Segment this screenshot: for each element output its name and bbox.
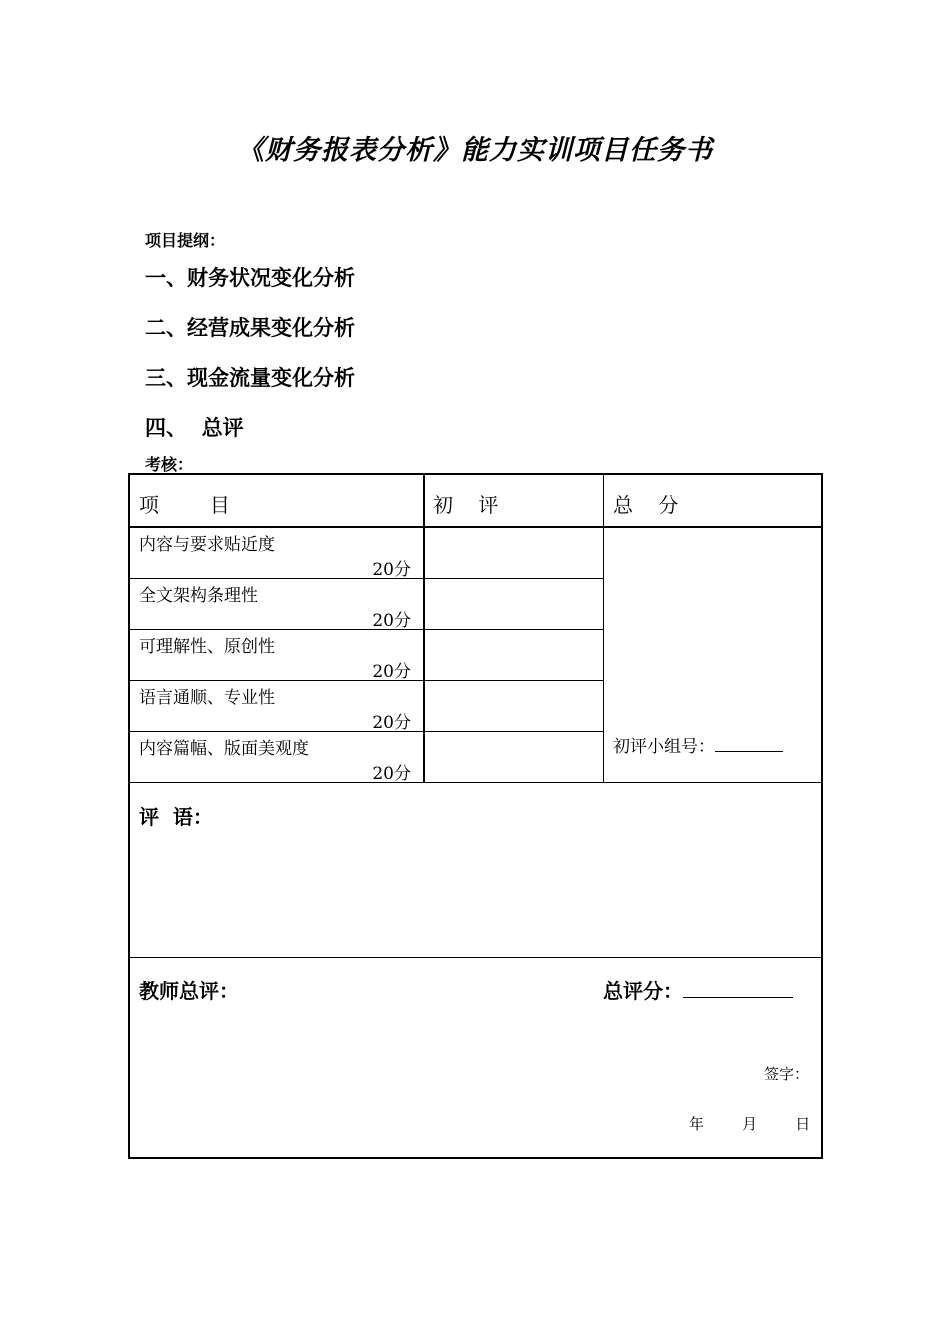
table-line [130,782,821,783]
criterion-name: 内容与要求贴近度 [139,535,275,555]
criterion-score: 20分 [372,764,411,784]
comments-label: 评 语： [139,805,213,829]
table-line [603,475,604,783]
group-number-blank [715,737,783,752]
criterion-score: 20分 [372,611,411,631]
table-line [130,578,603,579]
outline-item-3: 三、现金流量变化分析 [145,366,355,390]
group-number-label: 初评小组号： [613,737,715,757]
teacher-evaluation-label: 教师总评： [139,979,239,1003]
criterion-name: 内容篇幅、版面美观度 [139,739,309,759]
total-score-label: 总评分： [603,979,683,1003]
assessment-table [128,473,823,1159]
criterion-score: 20分 [372,662,411,682]
date-label: 年 月 日 [689,1115,811,1133]
criterion-score: 20分 [372,560,411,580]
header-initial: 初 评 [433,493,499,517]
table-line [423,475,425,783]
outline-item-4: 四、 总评 [145,416,244,440]
table-line [130,680,603,681]
table-line [130,957,821,958]
criterion-name: 可理解性、原创性 [139,637,275,657]
signature-label: 签字： [764,1065,810,1083]
group-number-field [613,732,783,757]
total-score-blank [683,977,793,998]
criterion-name: 语言通顺、专业性 [139,688,275,708]
total-score-field [603,975,793,1004]
table-line [130,629,603,630]
table-line [130,526,821,528]
criterion-name: 全文架构条理性 [139,586,258,606]
outline-label: 项目提纲： [145,231,226,250]
document-title: 《财务报表分析》能力实训项目任务书 [237,135,713,166]
table-line [130,731,603,732]
header-item: 项 目 [139,493,230,517]
outline-item-2: 二、经营成果变化分析 [145,316,355,340]
criterion-score: 20分 [372,713,411,733]
header-total: 总 分 [613,493,679,517]
assessment-label: 考核： [145,455,194,474]
outline-item-1: 一、财务状况变化分析 [145,266,355,290]
